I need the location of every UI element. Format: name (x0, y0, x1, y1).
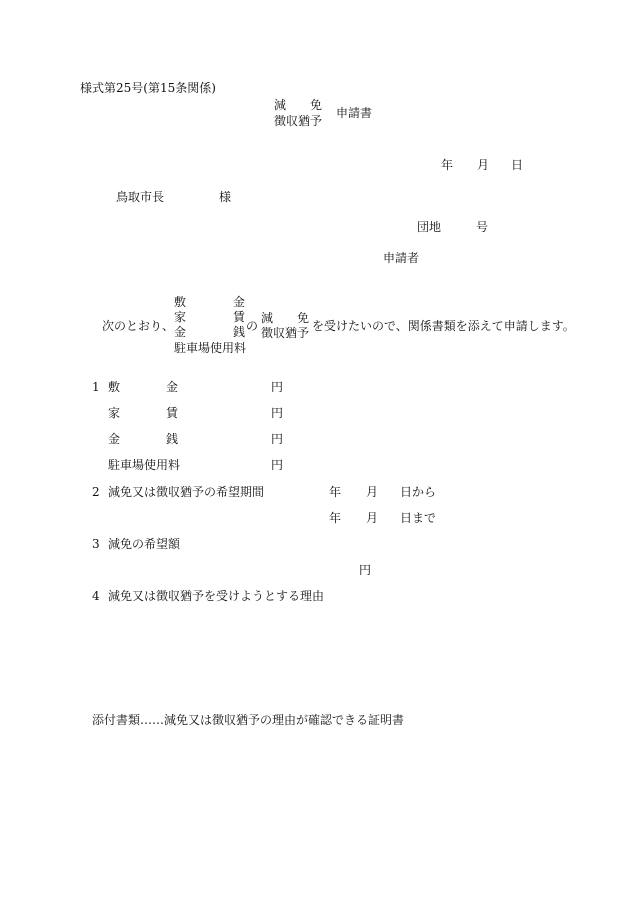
statement-option-reduction: 減 免 (261, 311, 310, 325)
section1-row-rent-unit: 円 (271, 406, 284, 420)
applicant-label: 申請者 (383, 251, 420, 265)
section1-row-rent-a: 家 (108, 406, 121, 420)
statement-suffix: を受けたいので、関係書類を添えて申請します。 (312, 319, 575, 333)
section2-to-year: 年 (329, 511, 342, 525)
statement-item-deposit-1: 敷 (174, 295, 187, 309)
section4-number: 4 (92, 589, 100, 603)
section1-row-money-unit: 円 (271, 432, 284, 446)
attachment-note: 添付書類……減免又は徴収猶予の理由が確認できる証明書 (92, 713, 405, 727)
addressee-name: 鳥取市長 (116, 190, 165, 204)
section2-from-month: 月 (366, 485, 379, 499)
section2-from-year: 年 (329, 485, 342, 499)
section3-label: 減免の希望額 (108, 537, 181, 551)
title-option-deferral: 徴収猶予 (274, 114, 323, 128)
section1-number: 1 (92, 380, 100, 394)
statement-item-deposit-2: 金 (233, 295, 246, 309)
section1-row-deposit-b: 金 (166, 380, 179, 394)
date-day: 日 (511, 158, 524, 172)
statement-item-money-1: 金 (174, 325, 187, 339)
form-number: 様式第25号(第15条関係) (80, 81, 216, 95)
addressee-honorific: 様 (219, 190, 232, 204)
section4-label: 減免又は徴収猶予を受けようとする理由 (108, 589, 325, 603)
statement-item-money-2: 銭 (233, 325, 246, 339)
section3-number: 3 (92, 537, 100, 551)
title-option-reduction: 減 免 (274, 98, 323, 112)
section1-row-money-a: 金 (108, 432, 121, 446)
section1-row-rent-b: 賃 (166, 406, 179, 420)
section1-parking-label: 駐車場使用料 (108, 458, 181, 472)
applicant-room-number: 号 (476, 220, 489, 234)
statement-item-parking: 駐車場使用料 (174, 341, 247, 355)
date-year: 年 (441, 158, 454, 172)
section2-number: 2 (92, 485, 100, 499)
title-suffix: 申請書 (336, 106, 373, 120)
statement-option-deferral: 徴収猶予 (261, 326, 310, 340)
section1-row-deposit-unit: 円 (271, 380, 284, 394)
statement-connector: の (246, 319, 259, 333)
section2-from-day: 日から (400, 485, 437, 499)
section2-label: 減免又は徴収猶予の希望期間 (108, 485, 265, 499)
section2-to-month: 月 (366, 511, 379, 525)
section3-unit: 円 (359, 563, 372, 577)
statement-prefix: 次のとおり、 (102, 319, 175, 333)
section1-row-money-b: 銭 (166, 432, 179, 446)
date-month: 月 (477, 158, 490, 172)
applicant-danchi: 団地 (417, 220, 442, 234)
section1-parking-unit: 円 (271, 458, 284, 472)
statement-item-rent-2: 賃 (233, 310, 246, 324)
section2-to-day: 日まで (400, 511, 437, 525)
statement-item-rent-1: 家 (174, 310, 187, 324)
section1-row-deposit-a: 敷 (108, 380, 121, 394)
